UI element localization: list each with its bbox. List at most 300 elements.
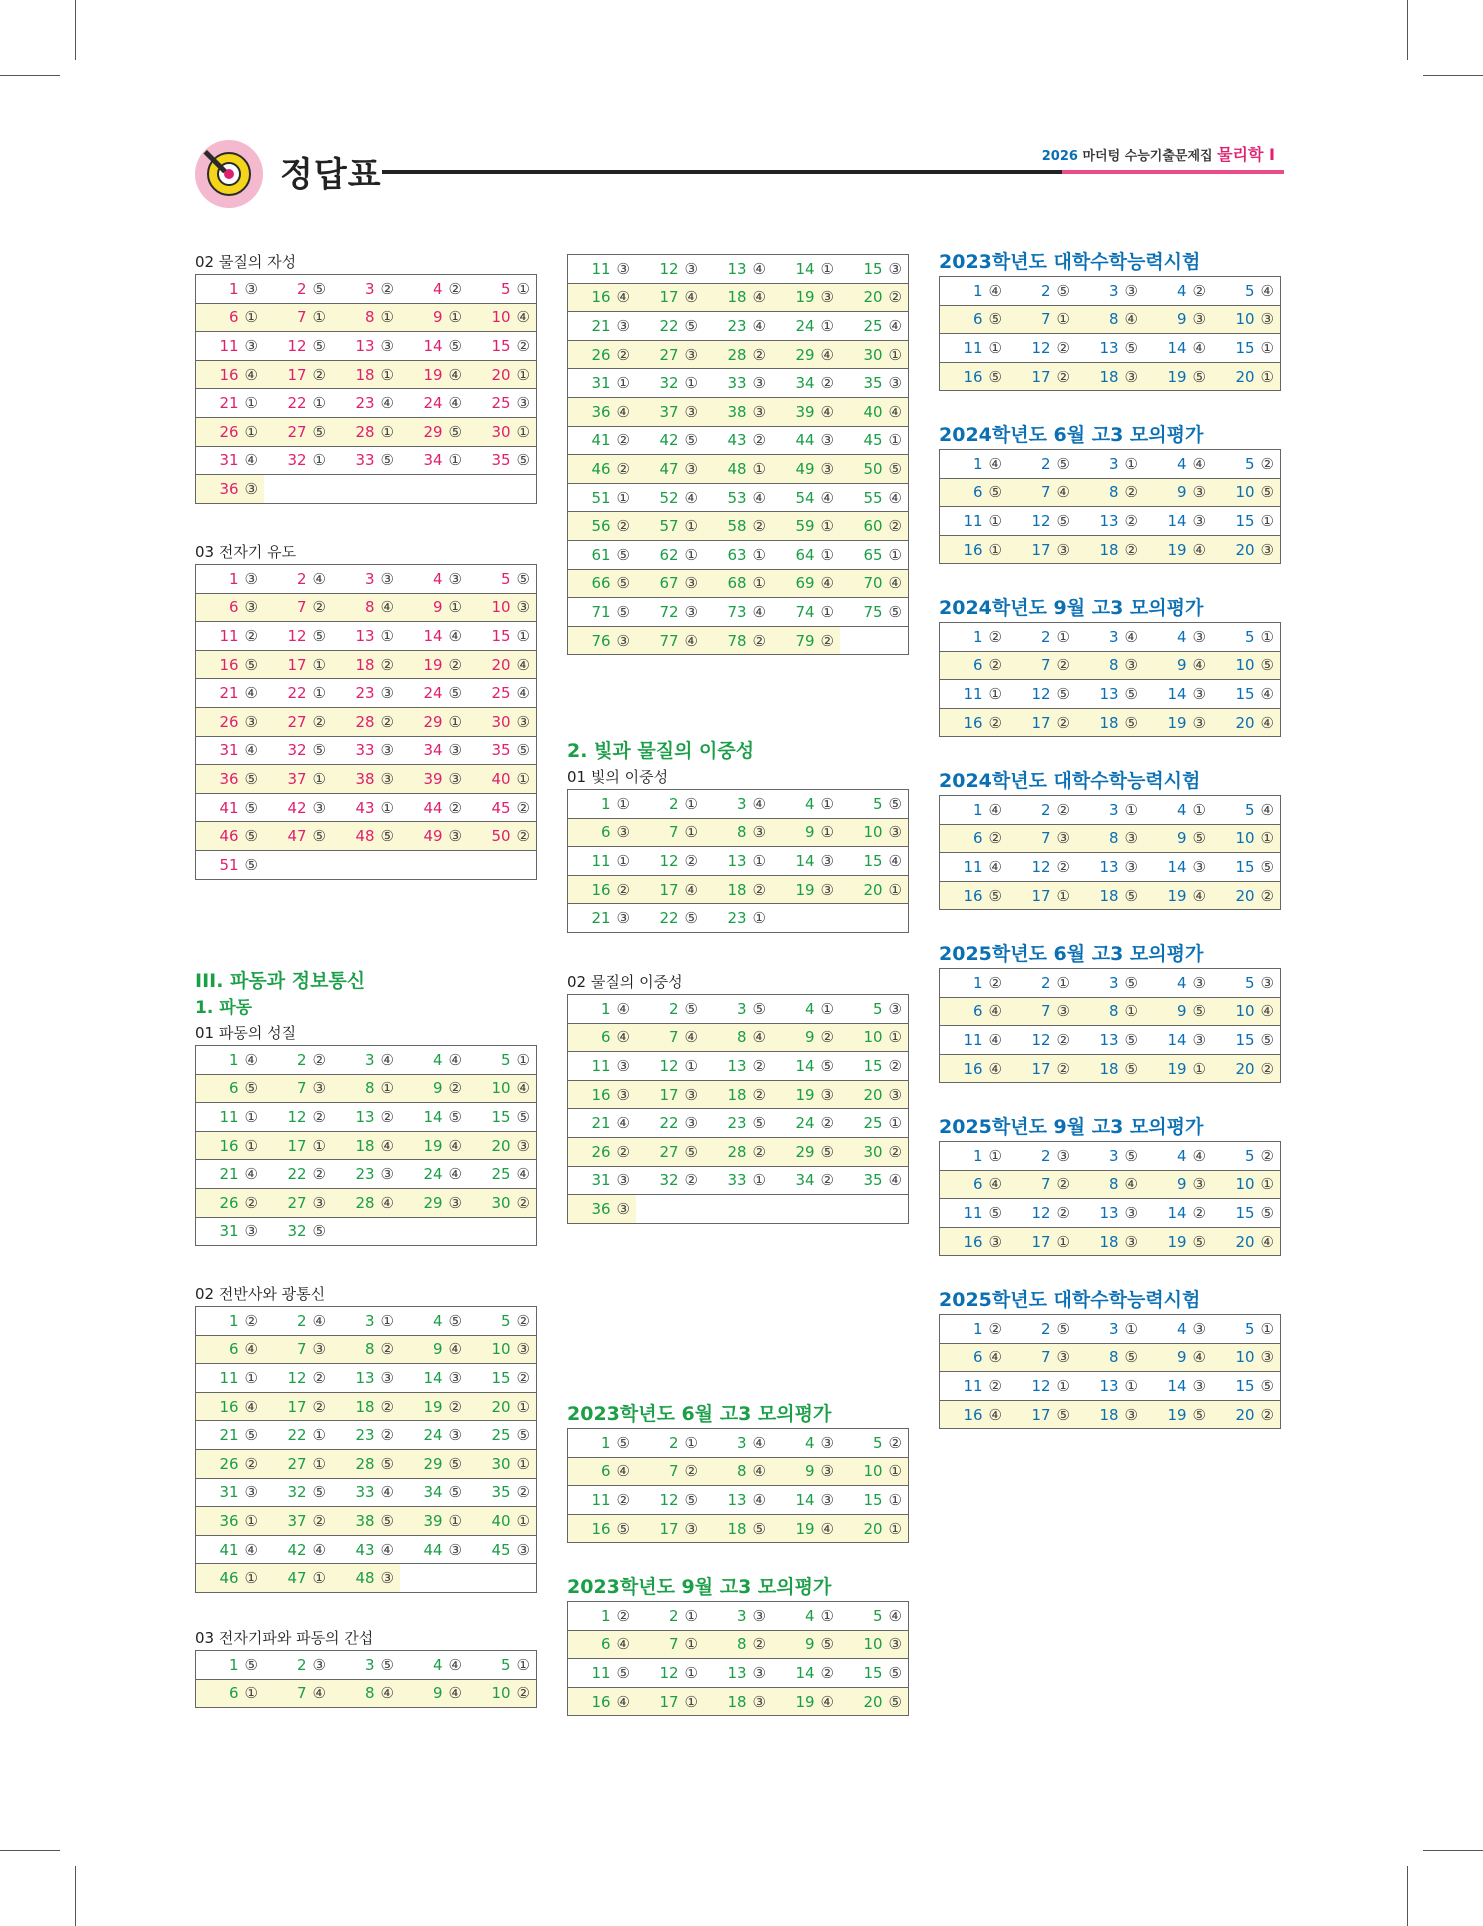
answer-cell <box>264 1336 332 1365</box>
answer-cell <box>940 536 1008 564</box>
answer-cell <box>636 627 704 655</box>
question-number: 15 <box>1235 511 1255 530</box>
answer-cell <box>568 1429 636 1458</box>
answer-cell <box>1008 1372 1076 1401</box>
answer-mark: ① <box>1192 800 1206 819</box>
answer-cell <box>636 995 704 1024</box>
question-number: 4 <box>433 1050 443 1069</box>
empty-cell <box>264 475 332 503</box>
answer-mark: ⑤ <box>1260 1203 1274 1222</box>
answer-grid <box>195 1650 537 1708</box>
answer-cell <box>636 1659 704 1688</box>
question-number: 20 <box>491 1136 511 1155</box>
answer-cell <box>568 598 636 627</box>
question-number: 9 <box>805 1635 815 1654</box>
answer-mark: ② <box>1056 1030 1070 1049</box>
answer-mark: ③ <box>516 394 530 413</box>
question-number: 10 <box>491 1340 511 1359</box>
question-number: 2 <box>297 279 307 298</box>
answer-mark: ② <box>888 1433 902 1452</box>
question-number: 6 <box>973 1175 983 1194</box>
question-number: 44 <box>795 431 815 450</box>
answer-grid <box>939 276 1281 391</box>
answer-mark: ② <box>988 627 1002 646</box>
question-number: 28 <box>355 422 375 441</box>
answer-cell <box>1144 969 1212 998</box>
section-title: 03 전자기파와 파동의 간섭 <box>195 1629 374 1647</box>
answer-cell <box>400 737 468 766</box>
answer-mark: ② <box>448 1397 462 1416</box>
answer-cell <box>264 651 332 680</box>
answer-cell <box>400 765 468 794</box>
answer-mark: ③ <box>312 1655 326 1674</box>
answer-cell <box>704 1458 772 1487</box>
answer-mark: ④ <box>752 1490 766 1509</box>
answer-mark: ④ <box>244 1050 258 1069</box>
question-number: 27 <box>287 1454 307 1473</box>
answer-mark: ④ <box>1260 800 1274 819</box>
answer-cell <box>264 1421 332 1450</box>
answer-mark: ⑤ <box>516 741 530 760</box>
question-number: 17 <box>659 288 679 307</box>
answer-mark: ⑤ <box>244 827 258 846</box>
answer-cell <box>568 876 636 905</box>
answer-mark: ⑤ <box>448 1454 462 1473</box>
question-number: 13 <box>1099 1030 1119 1049</box>
answer-mark: ② <box>244 1454 258 1473</box>
question-number: 6 <box>973 1002 983 1021</box>
answer-mark: ⑤ <box>312 741 326 760</box>
answer-mark: ④ <box>988 1405 1002 1424</box>
question-number: 4 <box>805 1606 815 1625</box>
answer-mark: ③ <box>684 345 698 364</box>
answer-grid <box>939 449 1281 564</box>
answer-cell <box>636 790 704 819</box>
question-number: 9 <box>433 598 443 617</box>
answer-mark: ④ <box>380 1050 394 1069</box>
answer-cell <box>264 1393 332 1422</box>
answer-cell <box>196 475 264 503</box>
answer-cell <box>1008 277 1076 306</box>
section-heading: 2023학년도 9월 고3 모의평가 <box>567 1576 832 1598</box>
question-number: 28 <box>727 1142 747 1161</box>
answer-cell <box>940 1142 1008 1171</box>
question-number: 11 <box>963 338 983 357</box>
answer-mark: ② <box>312 712 326 731</box>
answer-mark: ③ <box>448 827 462 846</box>
question-number: 12 <box>659 851 679 870</box>
question-number: 8 <box>737 823 747 842</box>
answer-mark: ② <box>988 656 1002 675</box>
answer-cell <box>468 794 536 823</box>
question-number: 4 <box>433 279 443 298</box>
question-number: 10 <box>1235 310 1255 329</box>
answer-mark: ③ <box>1192 1175 1206 1194</box>
answer-mark: ① <box>1056 627 1070 646</box>
answer-cell <box>1008 1228 1076 1256</box>
answer-cell <box>1076 277 1144 306</box>
answer-mark: ② <box>684 1171 698 1190</box>
answer-mark: ① <box>516 1454 530 1473</box>
answer-cell <box>1144 709 1212 737</box>
answer-cell <box>704 995 772 1024</box>
answer-cell <box>772 455 840 484</box>
question-number: 3 <box>737 1433 747 1452</box>
answer-mark: ⑤ <box>1124 338 1138 357</box>
answer-mark: ③ <box>1056 540 1070 559</box>
question-number: 30 <box>863 345 883 364</box>
answer-cell <box>400 622 468 651</box>
question-number: 36 <box>219 479 239 498</box>
answer-mark: ② <box>616 1606 630 1625</box>
question-number: 1 <box>973 454 983 473</box>
answer-cell <box>400 1536 468 1565</box>
question-number: 19 <box>795 1085 815 1104</box>
answer-section <box>939 421 1281 564</box>
answer-cell <box>940 1199 1008 1228</box>
answer-cell <box>940 1026 1008 1055</box>
question-number: 18 <box>1099 1059 1119 1078</box>
answer-cell <box>940 1401 1008 1429</box>
empty-cell <box>400 1564 468 1592</box>
answer-cell <box>264 1507 332 1536</box>
question-number: 14 <box>1167 1030 1187 1049</box>
answer-cell <box>772 1081 840 1110</box>
answer-mark: ④ <box>888 1171 902 1190</box>
answer-cell <box>264 389 332 418</box>
question-number: 5 <box>501 279 511 298</box>
answer-mark: ④ <box>684 880 698 899</box>
answer-grid <box>195 1306 537 1593</box>
answer-cell <box>772 1486 840 1515</box>
answer-cell <box>196 418 264 447</box>
answer-cell <box>940 363 1008 391</box>
answer-cell <box>940 825 1008 854</box>
answer-mark: ② <box>244 1193 258 1212</box>
answer-cell <box>1212 536 1280 564</box>
question-number: 12 <box>1031 857 1051 876</box>
answer-mark: ① <box>616 488 630 507</box>
question-number: 24 <box>423 684 443 703</box>
question-number: 12 <box>287 336 307 355</box>
question-number: 8 <box>1109 829 1119 848</box>
answer-mark: ① <box>312 1136 326 1155</box>
answer-cell <box>400 275 468 304</box>
answer-mark: ① <box>380 422 394 441</box>
question-number: 10 <box>1235 1002 1255 1021</box>
question-number: 8 <box>1109 1348 1119 1367</box>
title-divider <box>382 170 1064 174</box>
question-number: 25 <box>863 1114 883 1133</box>
answer-cell <box>1144 450 1212 479</box>
answer-cell <box>196 1046 264 1075</box>
question-number: 14 <box>423 626 443 645</box>
answer-cell <box>1076 1199 1144 1228</box>
answer-cell <box>840 876 908 905</box>
answer-cell <box>1212 1026 1280 1055</box>
question-number: 11 <box>963 1376 983 1395</box>
answer-mark: ⑤ <box>448 1483 462 1502</box>
answer-mark: ③ <box>1124 829 1138 848</box>
answer-mark: ① <box>820 602 834 621</box>
answer-mark: ① <box>516 769 530 788</box>
answer-cell <box>772 1688 840 1716</box>
question-number: 7 <box>297 308 307 327</box>
answer-mark: ④ <box>448 1165 462 1184</box>
question-number: 39 <box>795 402 815 421</box>
answer-cell <box>1212 363 1280 391</box>
question-number: 19 <box>1167 1405 1187 1424</box>
answer-mark: ⑤ <box>684 431 698 450</box>
answer-cell <box>772 1631 840 1660</box>
answer-mark: ③ <box>1192 627 1206 646</box>
answer-cell <box>196 1189 264 1218</box>
question-number: 34 <box>795 374 815 393</box>
answer-mark: ⑤ <box>684 1490 698 1509</box>
answer-cell <box>264 594 332 623</box>
question-number: 24 <box>423 394 443 413</box>
answer-cell <box>1008 623 1076 652</box>
answer-mark: ① <box>820 999 834 1018</box>
answer-mark: ② <box>1192 1203 1206 1222</box>
question-number: 8 <box>1109 1175 1119 1194</box>
answer-cell <box>468 1189 536 1218</box>
question-number: 31 <box>219 741 239 760</box>
question-number: 33 <box>727 374 747 393</box>
answer-mark: ③ <box>1192 857 1206 876</box>
answer-cell <box>772 819 840 848</box>
answer-mark: ③ <box>684 1519 698 1538</box>
answer-mark: ③ <box>888 1635 902 1654</box>
answer-mark: ① <box>1260 829 1274 848</box>
answer-mark: ③ <box>684 259 698 278</box>
question-number: 19 <box>1167 1059 1187 1078</box>
answer-mark: ④ <box>1192 1348 1206 1367</box>
answer-mark: ③ <box>516 1340 530 1359</box>
answer-mark: ③ <box>380 336 394 355</box>
question-number: 18 <box>355 365 375 384</box>
question-number: 16 <box>963 1232 983 1251</box>
answer-cell <box>1008 536 1076 564</box>
question-number: 19 <box>1167 367 1187 386</box>
question-number: 52 <box>659 488 679 507</box>
answer-mark: ⑤ <box>616 602 630 621</box>
question-number: 6 <box>973 483 983 502</box>
question-number: 2 <box>669 1606 679 1625</box>
answer-mark: ① <box>244 1511 258 1530</box>
answer-cell <box>1144 680 1212 709</box>
answer-cell <box>636 598 704 627</box>
question-number: 9 <box>1177 483 1187 502</box>
question-number: 47 <box>287 827 307 846</box>
answer-cell <box>1076 1315 1144 1344</box>
answer-cell <box>1212 998 1280 1027</box>
question-number: 7 <box>1041 656 1051 675</box>
answer-cell <box>704 1081 772 1110</box>
answer-cell <box>400 708 468 737</box>
answer-cell <box>1212 796 1280 825</box>
answer-mark: ② <box>988 1376 1002 1395</box>
answer-mark: ⑤ <box>988 367 1002 386</box>
question-number: 39 <box>423 1511 443 1530</box>
answer-cell <box>468 1680 536 1708</box>
question-number: 43 <box>355 1540 375 1559</box>
answer-cell <box>1076 1228 1144 1256</box>
question-number: 63 <box>727 545 747 564</box>
answer-mark: ⑤ <box>312 626 326 645</box>
answer-cell <box>636 819 704 848</box>
question-number: 37 <box>287 1511 307 1530</box>
answer-cell <box>568 255 636 284</box>
answer-mark: ④ <box>516 655 530 674</box>
answer-cell <box>1076 1055 1144 1083</box>
answer-mark: ③ <box>1192 1030 1206 1049</box>
answer-cell <box>468 765 536 794</box>
answer-mark: ① <box>820 794 834 813</box>
answer-cell <box>772 1602 840 1631</box>
question-number: 9 <box>433 1079 443 1098</box>
answer-cell <box>1144 652 1212 681</box>
answer-cell <box>636 847 704 876</box>
answer-mark: ⑤ <box>1124 886 1138 905</box>
answer-cell <box>1076 536 1144 564</box>
question-number: 5 <box>1245 627 1255 646</box>
crop-mark <box>75 0 76 60</box>
answer-mark: ⑤ <box>244 1079 258 1098</box>
question-number: 23 <box>727 909 747 928</box>
question-number: 13 <box>1099 857 1119 876</box>
answer-cell <box>1076 334 1144 363</box>
answer-cell <box>1212 306 1280 335</box>
question-number: 74 <box>795 602 815 621</box>
question-number: 11 <box>591 1056 611 1075</box>
empty-cell <box>400 475 468 503</box>
answer-mark: ① <box>380 308 394 327</box>
question-number: 34 <box>795 1171 815 1190</box>
answer-cell <box>196 1160 264 1189</box>
question-number: 18 <box>727 1692 747 1711</box>
question-number: 12 <box>659 1056 679 1075</box>
answer-mark: ① <box>312 1454 326 1473</box>
answer-mark: ⑤ <box>752 1519 766 1538</box>
question-number: 8 <box>737 1635 747 1654</box>
answer-mark: ④ <box>988 1030 1002 1049</box>
answer-mark: ⑤ <box>888 1663 902 1682</box>
answer-cell <box>1144 853 1212 882</box>
answer-cell <box>704 312 772 341</box>
question-number: 4 <box>805 794 815 813</box>
answer-mark: ③ <box>516 1540 530 1559</box>
answer-section <box>567 737 909 933</box>
answer-mark: ② <box>1056 857 1070 876</box>
question-number: 16 <box>963 886 983 905</box>
answer-cell <box>1076 363 1144 391</box>
answer-mark: ⑤ <box>1056 454 1070 473</box>
answer-mark: ④ <box>312 1540 326 1559</box>
question-number: 7 <box>297 1079 307 1098</box>
answer-cell <box>264 418 332 447</box>
question-number: 14 <box>795 1663 815 1682</box>
answer-cell <box>196 594 264 623</box>
question-number: 16 <box>963 1059 983 1078</box>
answer-mark: ③ <box>380 769 394 788</box>
answer-mark: ① <box>684 1635 698 1654</box>
answer-mark: ③ <box>616 631 630 650</box>
answer-mark: ③ <box>1124 1232 1138 1251</box>
answer-cell <box>1076 882 1144 910</box>
answer-cell <box>196 447 264 476</box>
answer-mark: ① <box>1260 627 1274 646</box>
answer-cell <box>772 398 840 427</box>
answer-cell <box>772 570 840 599</box>
question-number: 38 <box>355 769 375 788</box>
answer-mark: ④ <box>988 1002 1002 1021</box>
question-number: 3 <box>1109 1319 1119 1338</box>
answer-mark: ④ <box>448 394 462 413</box>
answer-cell <box>468 679 536 708</box>
answer-cell <box>568 1167 636 1196</box>
answer-cell <box>1008 796 1076 825</box>
answer-cell <box>1008 507 1076 536</box>
crop-mark <box>75 1866 76 1926</box>
answer-mark: ③ <box>448 1426 462 1445</box>
answer-mark: ① <box>684 545 698 564</box>
question-number: 29 <box>423 1454 443 1473</box>
answer-cell <box>1076 652 1144 681</box>
answer-cell <box>704 341 772 370</box>
answer-mark: ① <box>684 823 698 842</box>
answer-cell <box>840 512 908 541</box>
question-number: 21 <box>219 394 239 413</box>
answer-cell <box>1144 1344 1212 1373</box>
answer-cell <box>400 594 468 623</box>
answer-mark: ⑤ <box>1260 1030 1274 1049</box>
answer-cell <box>468 447 536 476</box>
question-number: 17 <box>1031 713 1051 732</box>
answer-mark: ② <box>616 459 630 478</box>
answer-cell <box>468 304 536 333</box>
answer-mark: ② <box>684 1462 698 1481</box>
answer-mark: ② <box>1260 1146 1274 1165</box>
question-number: 17 <box>1031 1059 1051 1078</box>
answer-cell <box>196 1680 264 1708</box>
answer-cell <box>332 708 400 737</box>
answer-cell <box>840 570 908 599</box>
question-number: 21 <box>219 1165 239 1184</box>
answer-cell <box>400 1103 468 1132</box>
answer-cell <box>1212 969 1280 998</box>
answer-cell <box>940 334 1008 363</box>
question-number: 27 <box>287 1193 307 1212</box>
answer-mark: ⑤ <box>684 999 698 1018</box>
section-title: 02 물질의 자성 <box>195 253 297 271</box>
question-number: 4 <box>1177 973 1187 992</box>
question-number: 13 <box>727 1056 747 1075</box>
question-number: 10 <box>491 598 511 617</box>
question-number: 46 <box>219 1569 239 1588</box>
answer-grid <box>195 564 537 880</box>
answer-mark: ④ <box>988 1348 1002 1367</box>
question-number: 26 <box>591 345 611 364</box>
answer-grid <box>567 1428 909 1543</box>
answer-cell <box>940 853 1008 882</box>
answer-cell <box>840 1081 908 1110</box>
answer-cell <box>1076 709 1144 737</box>
answer-cell <box>264 1479 332 1508</box>
answer-cell <box>264 1189 332 1218</box>
question-number: 40 <box>491 1511 511 1530</box>
answer-cell <box>636 512 704 541</box>
